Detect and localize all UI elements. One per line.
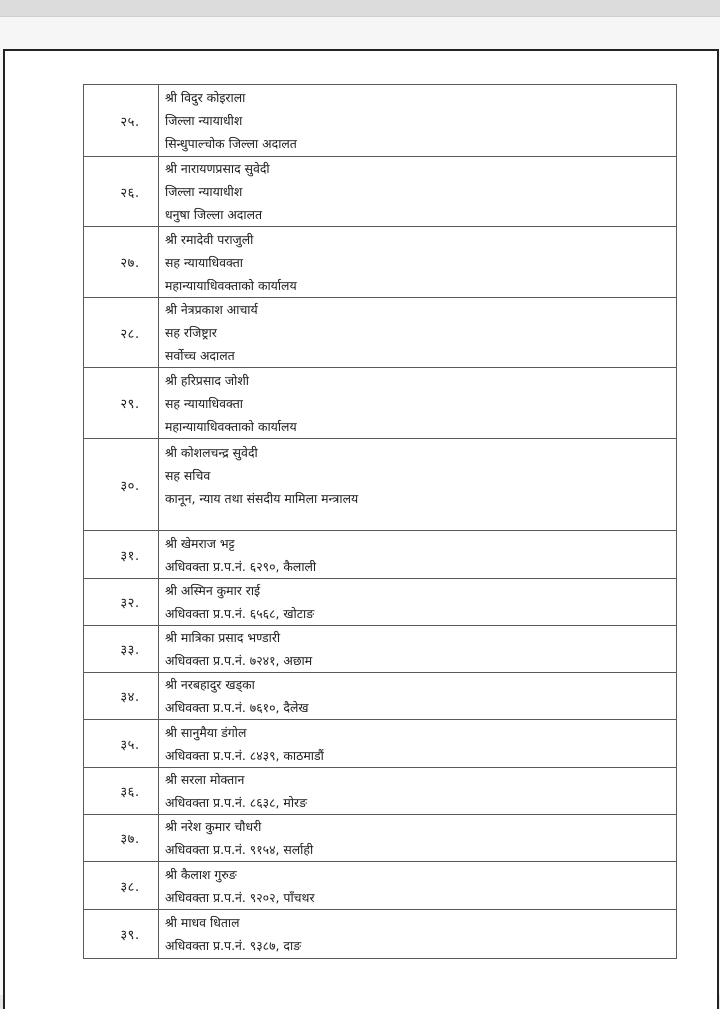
person-license: अधिवक्ता प्र.प.नं. ८४३९, काठमाडौं: [165, 747, 324, 763]
person-license: अधिवक्ता प्र.प.नं. ९२०२, पाँचथर: [165, 889, 315, 905]
person-license: अधिवक्ता प्र.प.नं. ७२४१, अछाम: [165, 653, 313, 668]
nominee-table: [83, 84, 677, 959]
person-title: सह न्यायाधिवक्ता: [165, 254, 243, 270]
person-office: महान्यायाधिवक्ताको कार्यालय: [165, 418, 297, 434]
person-office: महान्यायाधिवक्ताको कार्यालय: [165, 277, 297, 293]
table-row: [84, 531, 677, 579]
person-name: श्री नरेश कुमार चौधरी: [165, 819, 262, 834]
row-details: [159, 85, 677, 157]
person-license: अधिवक्ता प्र.प.नं. ९३८७, दाङ: [165, 938, 302, 953]
row-number: २५.: [84, 85, 159, 157]
person-license: अधिवक्ता प्र.प.नं. ६५६८, खोटाङ: [165, 606, 315, 621]
table-row: [84, 227, 677, 298]
person-name: श्री कैलाश गुरुङ: [165, 866, 237, 882]
table-row: [84, 673, 677, 720]
table-row: [84, 815, 677, 862]
row-details: [159, 368, 677, 439]
row-number: ३९.: [84, 910, 159, 959]
table-row: [84, 720, 677, 768]
row-details: [159, 673, 677, 720]
row-details: [159, 531, 677, 579]
row-number: २९.: [84, 368, 159, 439]
row-details: [159, 439, 677, 531]
person-title: जिल्ला न्यायाधीश: [165, 184, 243, 199]
person-name: श्री नारायणप्रसाद सुवेदी: [165, 161, 270, 176]
row-number: ३६.: [84, 768, 159, 815]
row-details: [159, 815, 677, 862]
table-row: [84, 910, 677, 959]
person-name: श्री सानुमैया डंगोल: [165, 724, 247, 740]
row-details: [159, 720, 677, 768]
table-row: [84, 368, 677, 439]
browser-top-strip: [0, 0, 720, 17]
table-row: [84, 862, 677, 910]
person-name: श्री नरबहादुर खड्का: [165, 677, 255, 692]
person-name: श्री सरला मोक्तान: [165, 772, 245, 787]
person-name: श्री मात्रिका प्रसाद भण्डारी: [165, 630, 281, 645]
person-license: अधिवक्ता प्र.प.नं. ८६३८, मोरङ: [165, 795, 307, 810]
person-name: श्री नेत्रप्रकाश आचार्य: [165, 302, 258, 317]
row-number: ३२.: [84, 579, 159, 626]
row-number: ३१.: [84, 531, 159, 579]
person-name: श्री कोशलचन्द्र सुवेदी: [165, 445, 258, 460]
table-row: [84, 157, 677, 227]
person-title: जिल्ला न्यायाधीश: [165, 113, 243, 128]
row-number: ३७.: [84, 815, 159, 862]
person-title: सह सचिव: [165, 468, 211, 483]
row-number: २६.: [84, 157, 159, 227]
document-sheet: [3, 49, 719, 1009]
person-office: सिन्धुपाल्चोक जिल्ला अदालत: [165, 136, 297, 151]
table-row: [84, 626, 677, 673]
row-details: [159, 298, 677, 368]
row-number: ३८.: [84, 862, 159, 910]
row-details: [159, 910, 677, 959]
person-license: अधिवक्ता प्र.प.नं. ९१५४, सर्लाही: [165, 842, 314, 857]
row-details: [159, 227, 677, 298]
person-name: श्री विदुर कोइराला: [165, 90, 246, 105]
person-title: सह रजिष्ट्रार: [165, 325, 217, 340]
table-row: [84, 768, 677, 815]
person-title: सह न्यायाधिवक्ता: [165, 395, 243, 411]
row-details: [159, 768, 677, 815]
person-name: श्री माधव धिताल: [165, 915, 240, 930]
person-office: सर्वोच्च अदालत: [165, 348, 235, 363]
row-details: [159, 626, 677, 673]
table-row: [84, 298, 677, 368]
table-row: [84, 579, 677, 626]
row-number: २७.: [84, 227, 159, 298]
person-name: श्री खेमराज भट्ट: [165, 535, 235, 551]
person-name: श्री अस्मिन कुमार राई: [165, 583, 261, 598]
row-details: [159, 157, 677, 227]
person-office: धनुषा जिल्ला अदालत: [165, 207, 263, 222]
row-number: ३०.: [84, 439, 159, 531]
table-row: [84, 439, 677, 531]
row-details: [159, 579, 677, 626]
row-number: ३४.: [84, 673, 159, 720]
row-number: ३५.: [84, 720, 159, 768]
row-number: ३३.: [84, 626, 159, 673]
person-license: अधिवक्ता प्र.प.नं. ६२९०, कैलाली: [165, 558, 317, 574]
table-row: [84, 85, 677, 157]
person-license: अधिवक्ता प्र.प.नं. ७६१०, दैलेख: [165, 700, 309, 715]
person-name: श्री हरिप्रसाद जोशी: [165, 372, 249, 388]
person-office: कानून, न्याय तथा संसदीय मामिला मन्त्रालय: [165, 491, 359, 506]
row-details: [159, 862, 677, 910]
person-name: श्री रमादेवी पराजुली: [165, 231, 254, 247]
row-number: २८.: [84, 298, 159, 368]
